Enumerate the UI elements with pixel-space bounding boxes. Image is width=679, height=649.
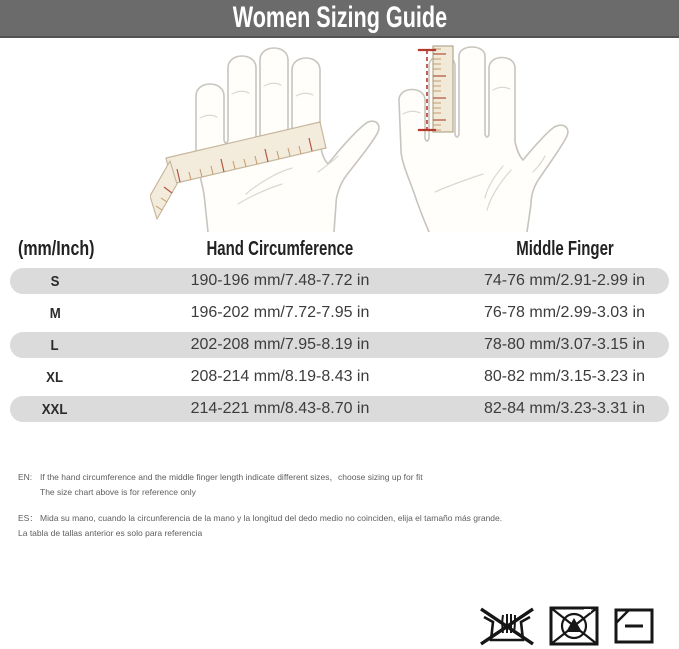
middle-finger-value: 80-82 mm/3.15-3.23 in	[484, 368, 645, 385]
column-header-middle-finger: Middle Finger	[515, 237, 614, 260]
note-spanish-line1: ES： Mida su mano, cuando la circunferencia de la mano y la longitud del dedo medio no coinciden, elija el tamaño más grande.	[18, 511, 668, 526]
size-label: XXL	[42, 400, 68, 418]
table-row-m	[10, 300, 669, 326]
size-label: XL	[46, 368, 64, 386]
hand-circumference-illustration	[150, 44, 395, 232]
hand-circumference-value: 214-221 mm/8.43-8.70 in	[190, 400, 370, 417]
note-spanish	[18, 511, 668, 541]
middle-finger-value: 74-76 mm/2.91-2.99 in	[484, 272, 645, 289]
size-table	[10, 234, 669, 428]
middle-finger-value: 76-78 mm/2.99-3.03 in	[484, 304, 645, 321]
title-bar	[0, 0, 679, 38]
size-label: S	[50, 272, 60, 290]
size-table-header	[10, 234, 669, 264]
dry-flat-in-shade-icon	[612, 605, 656, 647]
note-english	[18, 470, 668, 500]
column-header-hand-circumference: Hand Circumference	[206, 237, 354, 260]
table-row-l	[10, 332, 669, 358]
note-english-line2: The size chart above is for reference only	[40, 487, 196, 497]
table-row-xl	[10, 364, 669, 390]
right-hand-outline	[399, 47, 568, 232]
hand-circumference-value: 190-196 mm/7.48-7.72 in	[190, 272, 370, 289]
column-header-unit: (mm/Inch)	[18, 237, 95, 260]
middle-finger-illustration	[383, 42, 598, 232]
hand-circumference-value: 196-202 mm/7.72-7.95 in	[190, 304, 370, 321]
hand-circumference-value: 202-208 mm/7.95-8.19 in	[190, 336, 370, 353]
measuring-tape-loose-end	[150, 161, 177, 219]
table-row-xxl	[10, 396, 669, 422]
table-row-s	[10, 268, 669, 294]
size-label: L	[50, 336, 60, 354]
note-english-line1: EN: If the hand circumference and the middle finger length indicate different sizes，choose sizing up for fit	[18, 470, 668, 485]
page-title: Women Sizing Guide	[232, 1, 447, 34]
do-not-wash-icon	[478, 605, 536, 647]
middle-finger-value: 78-80 mm/3.07-3.15 in	[484, 336, 645, 353]
care-icons	[478, 605, 656, 647]
do-not-tumble-dry-icon	[548, 605, 600, 647]
middle-finger-value: 82-84 mm/3.23-3.31 in	[484, 400, 645, 417]
note-spanish-line2: La tabla de tallas anterior es solo para referencia	[18, 528, 203, 538]
size-label: M	[49, 304, 61, 322]
note-spanish-label: ES：	[18, 513, 38, 523]
hand-circumference-value: 208-214 mm/8.19-8.43 in	[190, 368, 370, 385]
note-english-label: EN:	[18, 472, 33, 482]
